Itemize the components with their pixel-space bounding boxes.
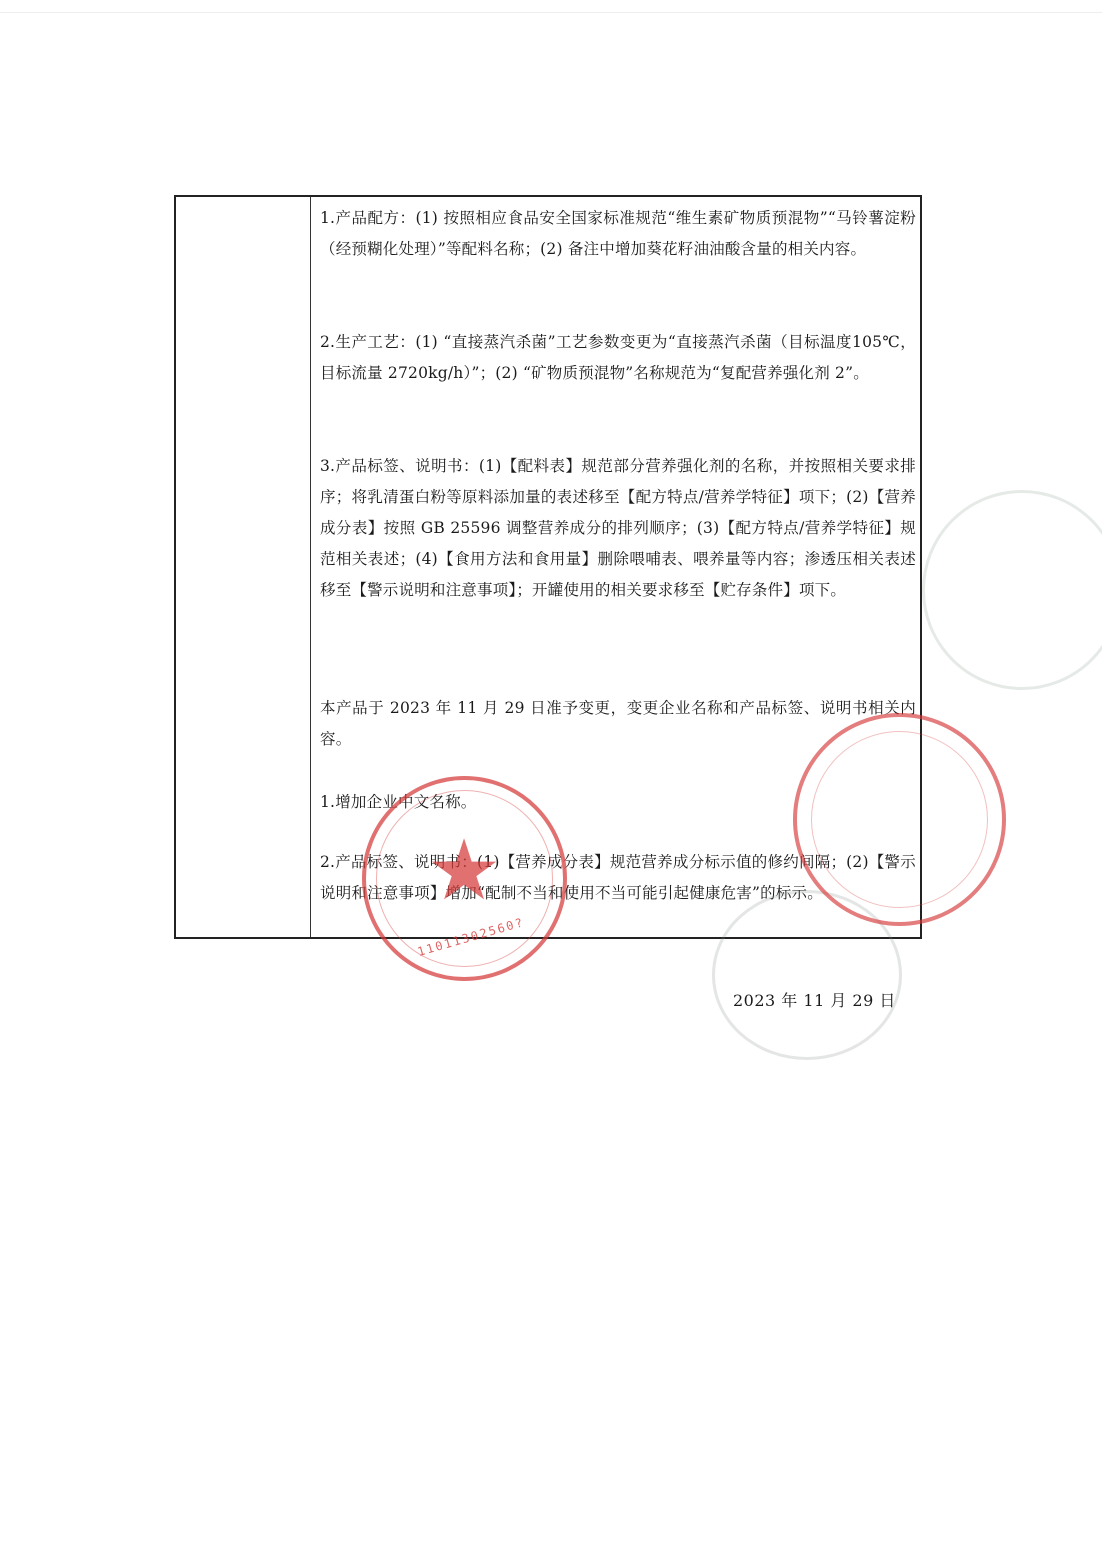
company-seal-stamp — [793, 713, 1006, 926]
paragraph-company-name: 1.增加企业中文名称。 — [320, 793, 477, 811]
faint-seal-stamp — [922, 490, 1102, 690]
company-seal-inner-ring — [811, 731, 988, 908]
paragraph-label-change: 2.产品标签、说明书：(1)【营养成分表】规范营养成分标示值的修约间隔；(2)【警示说明和注意事项】增加“配制不当和使用不当可能引起健康危害”的标示。 — [320, 853, 916, 902]
issue-date: 2023 年 11 月 29 日 — [733, 991, 896, 1010]
paragraph-label: 3.产品标签、说明书：(1)【配料表】规范部分营养强化剂的名称，并按照相关要求排序；将乳清蛋白粉等原料添加量的表述移至【配方特点/营养学特征】项下；(2)【营养成分表】按照 GB 25596 调整营养成分的排列顺序；(3)【配方特点/营养学特征】规范相关表述；(4)【食用方法和食用量】删除喂哺表、喂养量等内容；渗透压相关表述移至【警示说明和注意事项】；开罐使用的相关要求移至【贮存条件】项下。 — [320, 457, 916, 599]
page-top-edge — [0, 0, 1102, 13]
paragraph-approval: 本产品于 2023 年 11 月 29 日准予变更，变更企业名称和产品标签、说明书相关内容。 — [320, 699, 916, 748]
agent-seal-stamp — [362, 776, 567, 981]
seal-code: 11011302560? — [415, 915, 527, 959]
paragraph-process: 2.生产工艺：(1) “直接蒸汽杀菌”工艺参数变更为“直接蒸汽杀菌（目标温度105℃，目标流量 2720kg/h）”；(2) “矿物质预混物”名称规范为“复配营养强化剂 2”。 — [320, 333, 916, 382]
seal-star-icon: ★ — [426, 821, 502, 919]
table-left-column — [176, 197, 311, 937]
paragraph-formula: 1.产品配方：(1) 按照相应食品安全国家标准规范“维生素矿物质预混物”“马铃薯淀粉（经预糊化处理）”等配料名称；(2) 备注中增加葵花籽油油酸含量的相关内容。 — [320, 209, 916, 258]
